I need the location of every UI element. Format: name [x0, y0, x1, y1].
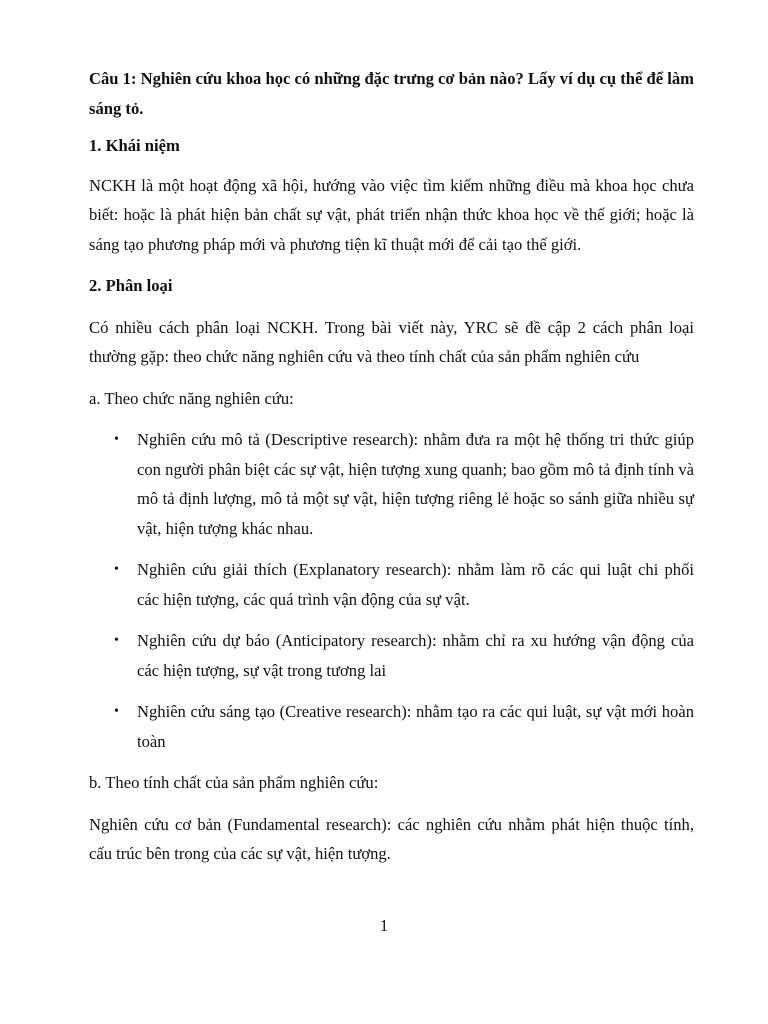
section-heading-classification: 2. Phân loại — [89, 276, 173, 295]
list-item — [89, 425, 694, 543]
page-number: 1 — [379, 916, 389, 935]
bullet-icon: • — [114, 562, 119, 577]
research-types-list — [89, 425, 694, 756]
subsection-by-product: b. Theo tính chất của sản phẩm nghiên cứu: — [89, 773, 379, 792]
list-item-text: Nghiên cứu mô tả (Descriptive research): nhằm đưa ra một hệ thống tri thức giúp con người phân biệt các sự vật, hiện tượng xung quanh; bao gồm mô tả định tính và mô tả định lượng, mô tả một sự vật, hiện tượng riêng lẻ hoặc so sánh giữa nhiều sự vật, hiện tượng khác nhau. — [137, 430, 694, 538]
bullet-icon: • — [114, 633, 119, 648]
subsection-by-function: a. Theo chức năng nghiên cứu: — [89, 388, 294, 408]
fundamental-research-paragraph: Nghiên cứu cơ bản (Fundamental research): các nghiên cứu nhằm phát hiện thuộc tính, cấu trúc bên trong của các sự vật, hiện tượng. — [89, 814, 694, 863]
question-title: Câu 1: Nghiên cứu khoa học có những đặc trưng cơ bản nào? Lấy ví dụ cụ thể để làm sáng tỏ. — [89, 69, 694, 118]
list-item — [89, 626, 694, 685]
list-item — [89, 555, 694, 614]
list-item-text: Nghiên cứu giải thích (Explanatory research): nhằm làm rõ các qui luật chi phối các hiện tượng, các quá trình vận động của sự vật. — [137, 560, 694, 609]
classification-paragraph: Có nhiều cách phân loại NCKH. Trong bài viết này, YRC sẽ đề cập 2 cách phân loại thường gặp: theo chức năng nghiên cứu và theo tính chất của sản phẩm nghiên cứu — [89, 317, 694, 366]
list-item-text: Nghiên cứu dự báo (Anticipatory research): nhằm chỉ ra xu hướng vận động của các hiện tượng, sự vật trong tương lai — [137, 631, 694, 680]
bullet-icon: • — [114, 704, 119, 719]
section-heading-concept: 1. Khái niệm — [89, 136, 180, 155]
bullet-icon: • — [114, 432, 119, 447]
concept-paragraph: NCKH là một hoạt động xã hội, hướng vào việc tìm kiếm những điều mà khoa học chưa biết: hoặc là phát hiện bản chất sự vật, phát triển nhận thức khoa học về thế giới; hoặc là sáng tạo phương pháp mới và phương tiện kĩ thuật mới để cải tạo thế giới. — [89, 175, 694, 254]
document-body — [89, 64, 694, 869]
list-item-text: Nghiên cứu sáng tạo (Creative research): nhằm tạo ra các qui luật, sự vật mới hoàn toàn — [137, 702, 694, 751]
list-item — [89, 697, 694, 756]
